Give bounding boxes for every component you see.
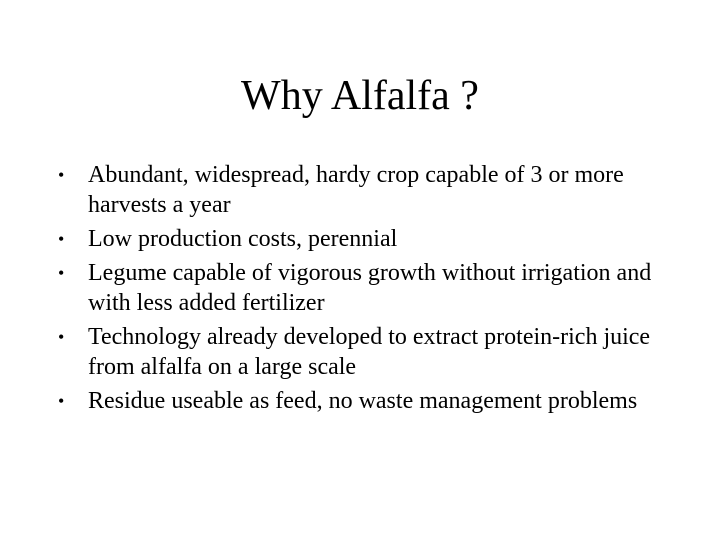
bullet-text: Legume capable of vigorous growth without irrigation and with less added fertilizer — [88, 260, 652, 316]
bullet-item — [54, 224, 664, 254]
bullet-text: Residue useable as feed, no waste management problems — [88, 388, 638, 414]
bullet-icon: • — [58, 263, 65, 283]
bullet-item — [54, 160, 664, 220]
bullet-icon: • — [58, 229, 65, 249]
bullet-text: Low production costs, perennial — [88, 226, 398, 252]
bullet-icon: • — [58, 165, 65, 185]
bullet-icon: • — [58, 391, 65, 411]
bullet-item — [54, 386, 664, 416]
bullet-item — [54, 258, 664, 318]
bullet-icon: • — [58, 327, 65, 347]
bullet-text: Technology already developed to extract protein-rich juice from alfalfa on a large scale — [88, 324, 651, 380]
bullet-text: Abundant, widespread, hardy crop capable of 3 or more harvests a year — [88, 162, 624, 218]
bullet-item — [54, 322, 664, 382]
bullet-list — [54, 160, 664, 420]
slide-title: Why Alfalfa ? — [241, 73, 479, 119]
